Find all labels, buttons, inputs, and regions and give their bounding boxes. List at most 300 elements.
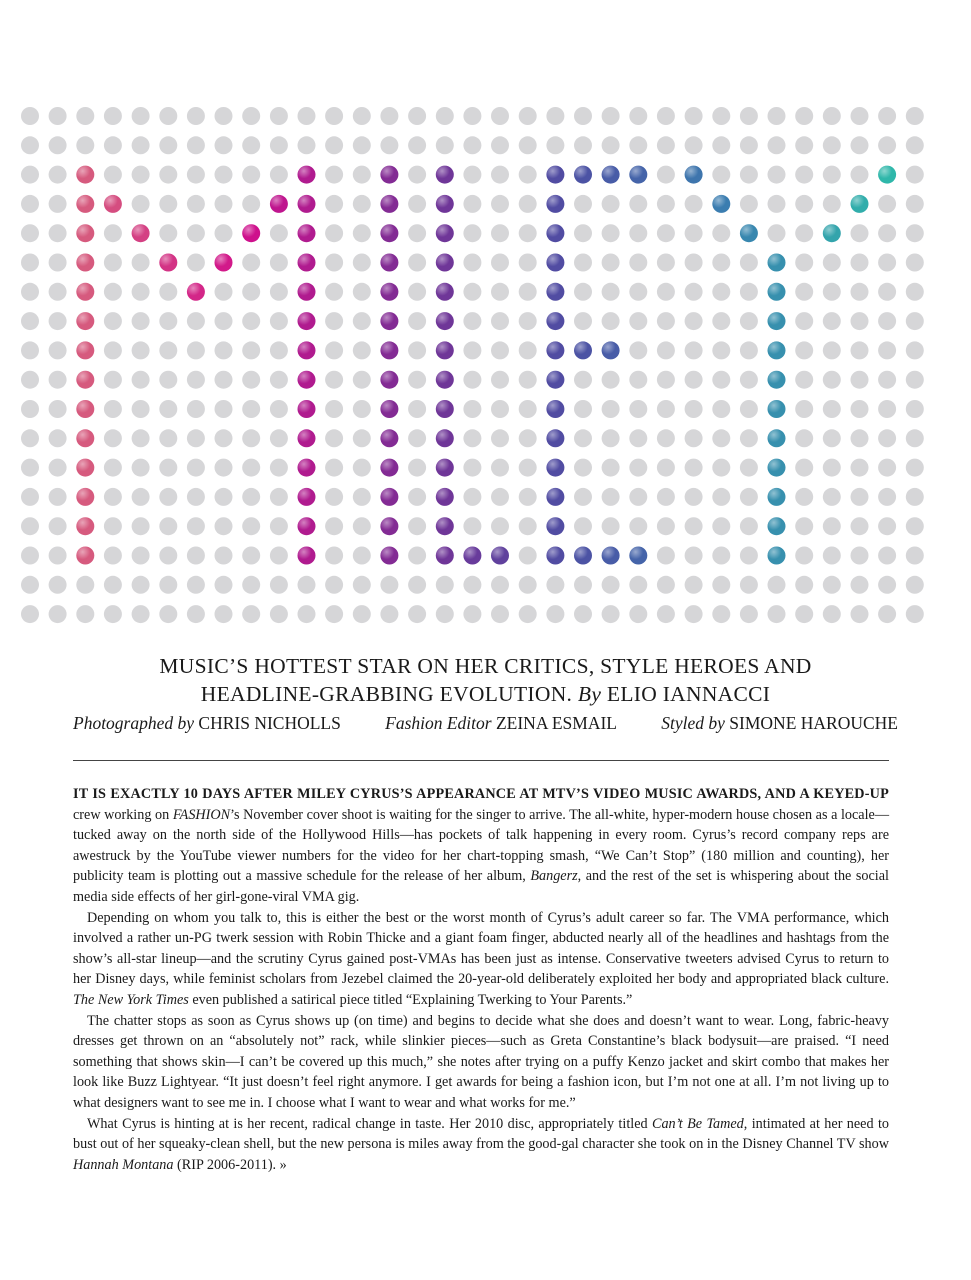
background-dot	[851, 517, 869, 535]
background-dot	[159, 341, 177, 359]
letter-dot-highlight	[851, 195, 869, 213]
background-dot	[21, 488, 39, 506]
letter-dot-highlight	[768, 371, 786, 389]
letter-dot-highlight	[768, 400, 786, 418]
background-dot	[21, 429, 39, 447]
background-dot	[187, 400, 205, 418]
stylist-name: SIMONE HAROUCHE	[729, 713, 898, 733]
background-dot	[132, 547, 150, 565]
background-dot	[906, 488, 924, 506]
background-dot	[740, 312, 758, 330]
background-dot	[574, 283, 592, 301]
background-dot	[104, 341, 122, 359]
background-dot	[795, 576, 813, 594]
background-dot	[325, 166, 343, 184]
background-dot	[685, 517, 703, 535]
background-dot	[657, 576, 675, 594]
background-dot	[408, 605, 426, 623]
letter-dot-highlight	[546, 224, 564, 242]
background-dot	[685, 488, 703, 506]
background-dot	[215, 166, 233, 184]
letter-dot-highlight	[76, 166, 94, 184]
photographed-by-label: Photographed by	[73, 713, 195, 733]
letter-dot-highlight	[76, 195, 94, 213]
headline-line-2	[40, 680, 931, 708]
background-dot	[740, 459, 758, 477]
background-dot	[215, 224, 233, 242]
background-dot	[795, 224, 813, 242]
background-dot	[685, 576, 703, 594]
background-dot	[657, 107, 675, 125]
background-dot	[851, 371, 869, 389]
letter-dot-highlight	[546, 283, 564, 301]
background-dot	[270, 400, 288, 418]
background-dot	[187, 429, 205, 447]
background-dot	[878, 283, 896, 301]
background-dot	[187, 576, 205, 594]
background-dot	[685, 195, 703, 213]
background-dot	[906, 107, 924, 125]
background-dot	[768, 195, 786, 213]
letter-dot-highlight	[187, 283, 205, 301]
letter-dot-highlight	[491, 547, 509, 565]
background-dot	[159, 312, 177, 330]
background-dot	[270, 488, 288, 506]
background-dot	[795, 136, 813, 154]
background-dot	[463, 576, 481, 594]
background-dot	[242, 400, 260, 418]
background-dot	[878, 195, 896, 213]
background-dot	[823, 429, 841, 447]
background-dot	[132, 107, 150, 125]
background-dot	[463, 488, 481, 506]
letter-dot-highlight	[76, 312, 94, 330]
background-dot	[712, 605, 730, 623]
letter-dot-highlight	[298, 488, 316, 506]
background-dot	[629, 195, 647, 213]
letter-dot-highlight	[546, 488, 564, 506]
background-dot	[463, 136, 481, 154]
background-dot	[740, 371, 758, 389]
background-dot	[21, 576, 39, 594]
background-dot	[49, 400, 67, 418]
background-dot	[602, 488, 620, 506]
background-dot	[657, 547, 675, 565]
background-dot	[353, 576, 371, 594]
background-dot	[851, 341, 869, 359]
fashion-editor-credit	[385, 713, 617, 734]
letter-dot-highlight	[298, 283, 316, 301]
p4-text-b: , intimated at her need to bust out of her squeaky-clean shell, but the new persona is miles away from the good-gal character she took on in the Disney Channel TV show	[73, 1115, 889, 1153]
background-dot	[408, 371, 426, 389]
background-dot	[270, 166, 288, 184]
background-dot	[491, 341, 509, 359]
background-dot	[823, 517, 841, 535]
letter-dot-highlight	[436, 371, 454, 389]
background-dot	[325, 136, 343, 154]
background-dot	[21, 605, 39, 623]
letter-dot-highlight	[298, 371, 316, 389]
letter-dot-highlight	[436, 547, 454, 565]
background-dot	[463, 459, 481, 477]
background-dot	[574, 224, 592, 242]
letter-dot-highlight	[546, 166, 564, 184]
letter-dot-highlight	[298, 254, 316, 272]
letter-dot-highlight	[298, 195, 316, 213]
background-dot	[740, 195, 758, 213]
background-dot	[215, 576, 233, 594]
p1-text-a: crew working on	[73, 806, 173, 823]
background-dot	[104, 547, 122, 565]
letter-dot-highlight	[602, 166, 620, 184]
background-dot	[851, 429, 869, 447]
letter-dot-highlight	[436, 517, 454, 535]
p4-text-a: What Cyrus is hinting at is her recent, radical change in taste. Her 2010 disc, appropriately titled	[87, 1115, 652, 1132]
background-dot	[270, 517, 288, 535]
background-dot	[463, 166, 481, 184]
letter-dot-highlight	[298, 459, 316, 477]
background-dot	[795, 459, 813, 477]
background-dot	[187, 312, 205, 330]
letter-dot-highlight	[76, 341, 94, 359]
background-dot	[519, 166, 537, 184]
background-dot	[712, 400, 730, 418]
background-dot	[21, 254, 39, 272]
background-dot	[878, 547, 896, 565]
background-dot	[712, 136, 730, 154]
background-dot	[353, 429, 371, 447]
background-dot	[602, 195, 620, 213]
byline-author: ELIO IANNACCI	[606, 682, 771, 706]
background-dot	[76, 107, 94, 125]
fashion-editor-name: ZEINA ESMAIL	[495, 713, 617, 733]
letter-dot-highlight	[574, 547, 592, 565]
background-dot	[21, 341, 39, 359]
background-dot	[215, 547, 233, 565]
background-dot	[878, 136, 896, 154]
background-dot	[685, 371, 703, 389]
background-dot	[602, 283, 620, 301]
background-dot	[906, 341, 924, 359]
article-body	[73, 784, 889, 1175]
background-dot	[187, 488, 205, 506]
background-dot	[132, 166, 150, 184]
background-dot	[906, 576, 924, 594]
background-dot	[657, 254, 675, 272]
background-dot	[906, 224, 924, 242]
background-dot	[629, 576, 647, 594]
background-dot	[491, 195, 509, 213]
background-dot	[519, 136, 537, 154]
background-dot	[242, 547, 260, 565]
letter-dot-highlight	[76, 254, 94, 272]
background-dot	[574, 136, 592, 154]
background-dot	[270, 107, 288, 125]
background-dot	[159, 283, 177, 301]
background-dot	[519, 605, 537, 623]
letter-dot-highlight	[436, 195, 454, 213]
background-dot	[602, 400, 620, 418]
background-dot	[132, 312, 150, 330]
background-dot	[629, 429, 647, 447]
background-dot	[878, 312, 896, 330]
letter-dot-highlight	[823, 224, 841, 242]
lead-in: IT IS EXACTLY 10 DAYS AFTER MILEY CYRUS’S APPEARANCE AT MTV’S VIDEO MUSIC AWARDS, AND A KEYED-UP	[73, 786, 889, 802]
background-dot	[740, 283, 758, 301]
letter-dot-highlight	[298, 312, 316, 330]
background-dot	[159, 429, 177, 447]
background-dot	[159, 166, 177, 184]
background-dot	[49, 576, 67, 594]
background-dot	[629, 488, 647, 506]
background-dot	[242, 136, 260, 154]
background-dot	[740, 576, 758, 594]
letter-dot-highlight	[436, 254, 454, 272]
background-dot	[685, 312, 703, 330]
fashion-editor-label: Fashion Editor	[385, 713, 492, 733]
background-dot	[491, 224, 509, 242]
background-dot	[242, 576, 260, 594]
p1-text-c: , and the rest of the set is whispering about the social media side effects of her girl-gone-viral VMA gig.	[73, 868, 889, 905]
background-dot	[408, 488, 426, 506]
background-dot	[187, 195, 205, 213]
background-dot	[104, 254, 122, 272]
background-dot	[187, 107, 205, 125]
background-dot	[159, 136, 177, 154]
background-dot	[242, 341, 260, 359]
background-dot	[851, 224, 869, 242]
background-dot	[353, 254, 371, 272]
background-dot	[270, 283, 288, 301]
background-dot	[187, 459, 205, 477]
letter-dot-highlight	[380, 341, 398, 359]
letter-dot-highlight	[298, 224, 316, 242]
letter-dot-highlight	[574, 166, 592, 184]
background-dot	[657, 341, 675, 359]
letter-dot-highlight	[436, 400, 454, 418]
background-dot	[298, 576, 316, 594]
letter-dot-highlight	[215, 254, 233, 272]
letter-dot-highlight	[436, 488, 454, 506]
background-dot	[519, 400, 537, 418]
background-dot	[132, 459, 150, 477]
background-dot	[823, 107, 841, 125]
background-dot	[491, 283, 509, 301]
background-dot	[270, 547, 288, 565]
letter-dot-highlight	[298, 341, 316, 359]
background-dot	[159, 605, 177, 623]
background-dot	[242, 283, 260, 301]
photographer-name: CHRIS NICHOLLS	[198, 713, 341, 733]
background-dot	[436, 136, 454, 154]
background-dot	[685, 341, 703, 359]
background-dot	[463, 107, 481, 125]
background-dot	[906, 547, 924, 565]
background-dot	[436, 107, 454, 125]
background-dot	[242, 605, 260, 623]
letter-dot-highlight	[298, 429, 316, 447]
background-dot	[823, 341, 841, 359]
background-dot	[906, 605, 924, 623]
letter-dot-highlight	[740, 224, 758, 242]
background-dot	[823, 166, 841, 184]
background-dot	[215, 107, 233, 125]
letter-dot-highlight	[546, 459, 564, 477]
background-dot	[906, 283, 924, 301]
background-dot	[353, 547, 371, 565]
background-dot	[353, 166, 371, 184]
letter-dot-highlight	[436, 459, 454, 477]
background-dot	[795, 166, 813, 184]
background-dot	[270, 459, 288, 477]
background-dot	[712, 341, 730, 359]
background-dot	[712, 312, 730, 330]
letter-dot-highlight	[76, 429, 94, 447]
background-dot	[463, 400, 481, 418]
divider-rule	[73, 760, 889, 761]
background-dot	[21, 107, 39, 125]
background-dot	[49, 254, 67, 272]
background-dot	[353, 371, 371, 389]
background-dot	[463, 341, 481, 359]
background-dot	[740, 254, 758, 272]
background-dot	[215, 605, 233, 623]
background-dot	[49, 166, 67, 184]
background-dot	[519, 547, 537, 565]
background-dot	[242, 488, 260, 506]
background-dot	[685, 605, 703, 623]
letter-dot-highlight	[602, 547, 620, 565]
background-dot	[270, 312, 288, 330]
letter-dot-highlight	[436, 283, 454, 301]
background-dot	[104, 283, 122, 301]
letter-dot-highlight	[768, 517, 786, 535]
paragraph-4	[73, 1114, 889, 1176]
letter-dot-highlight	[878, 166, 896, 184]
background-dot	[187, 166, 205, 184]
background-dot	[712, 166, 730, 184]
background-dot	[740, 341, 758, 359]
background-dot	[353, 195, 371, 213]
background-dot	[159, 224, 177, 242]
background-dot	[187, 371, 205, 389]
background-dot	[49, 605, 67, 623]
background-dot	[519, 254, 537, 272]
letter-dot-highlight	[380, 488, 398, 506]
background-dot	[270, 429, 288, 447]
background-dot	[657, 488, 675, 506]
background-dot	[685, 459, 703, 477]
background-dot	[242, 254, 260, 272]
background-dot	[325, 224, 343, 242]
background-dot	[795, 283, 813, 301]
background-dot	[878, 429, 896, 447]
background-dot	[878, 576, 896, 594]
background-dot	[657, 312, 675, 330]
letter-dot-highlight	[76, 459, 94, 477]
background-dot	[740, 488, 758, 506]
background-dot	[629, 312, 647, 330]
background-dot	[463, 371, 481, 389]
album-title: Bangerz	[530, 868, 578, 885]
background-dot	[629, 605, 647, 623]
background-dot	[408, 400, 426, 418]
background-dot	[215, 371, 233, 389]
disc-title: Can’t Be Tamed	[651, 1115, 744, 1132]
background-dot	[519, 459, 537, 477]
background-dot	[851, 283, 869, 301]
background-dot	[491, 459, 509, 477]
background-dot	[768, 166, 786, 184]
background-dot	[242, 517, 260, 535]
background-dot	[159, 371, 177, 389]
background-dot	[325, 371, 343, 389]
background-dot	[49, 195, 67, 213]
background-dot	[851, 166, 869, 184]
background-dot	[353, 312, 371, 330]
headline-line-1: MUSIC’S HOTTEST STAR ON HER CRITICS, STYLE HEROES AND	[159, 654, 812, 678]
background-dot	[104, 107, 122, 125]
background-dot	[408, 224, 426, 242]
background-dot	[740, 166, 758, 184]
background-dot	[574, 459, 592, 477]
background-dot	[519, 576, 537, 594]
letter-dot-highlight	[298, 547, 316, 565]
letter-dot-highlight	[380, 195, 398, 213]
background-dot	[823, 254, 841, 272]
background-dot	[519, 107, 537, 125]
background-dot	[685, 429, 703, 447]
letter-dot-highlight	[380, 459, 398, 477]
background-dot	[795, 341, 813, 359]
letter-dot-highlight	[768, 312, 786, 330]
background-dot	[408, 429, 426, 447]
background-dot	[159, 547, 177, 565]
paragraph-1	[73, 784, 889, 908]
background-dot	[325, 605, 343, 623]
background-dot	[768, 107, 786, 125]
background-dot	[519, 195, 537, 213]
p2-text-a: Depending on whom you talk to, this is either the best or the worst month of Cyrus’s adult career so far. The VMA performance, which involved a rather un-PG twerk session with Robin Thicke and a giant foam finger, abducted nearly all of the headlines and hashtags from the show’s all-star lineup—and the scrutiny Cyrus gained post-VMAs has been just as intense. Conservative tweeters advised Cyrus to return to her Disney days, while feminist scholars from Jezebel claimed the 20-year-old deliberately exploited her body and appropriated black culture.	[73, 909, 889, 988]
background-dot	[408, 136, 426, 154]
background-dot	[906, 254, 924, 272]
p1-text-b: ’s November cover shoot is waiting for the singer to arrive. The all-white, hyper-modern house chosen as a locale—tucked away on the north side of the Hollywood Hills—has pockets of talk happening in every room. Cyrus’s record company reps are awestruck by the YouTube viewer numbers for the video for her chart-topping smash, “We Can’t Stop” (180 million and counting), her publicity team is plotting out a massive schedule for the release of her album,	[73, 806, 890, 885]
background-dot	[187, 341, 205, 359]
background-dot	[878, 341, 896, 359]
background-dot	[159, 488, 177, 506]
background-dot	[353, 400, 371, 418]
background-dot	[325, 254, 343, 272]
background-dot	[906, 195, 924, 213]
background-dot	[685, 547, 703, 565]
background-dot	[408, 254, 426, 272]
background-dot	[242, 166, 260, 184]
background-dot	[574, 576, 592, 594]
background-dot	[187, 605, 205, 623]
background-dot	[270, 371, 288, 389]
stylist-credit	[661, 713, 898, 734]
background-dot	[380, 136, 398, 154]
background-dot	[76, 136, 94, 154]
background-dot	[602, 224, 620, 242]
letter-dot-highlight	[712, 195, 730, 213]
letter-dot-highlight	[298, 166, 316, 184]
background-dot	[685, 107, 703, 125]
background-dot	[712, 224, 730, 242]
background-dot	[325, 283, 343, 301]
background-dot	[325, 459, 343, 477]
background-dot	[353, 488, 371, 506]
